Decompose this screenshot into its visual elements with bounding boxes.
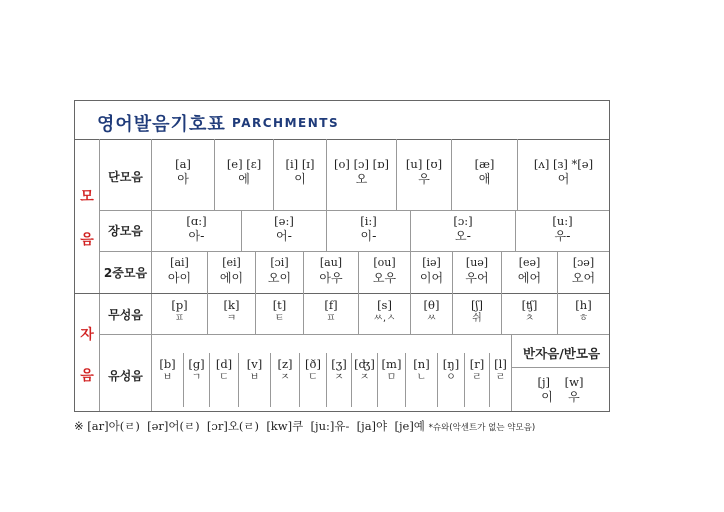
row-label-voiceless: 무성음 <box>108 308 143 322</box>
long-vowel-cell: [ɑ:] 아- <box>186 214 207 243</box>
short-vowel-cell: [e] [ɛ] 에 <box>226 157 262 186</box>
voiceless-cell: [θ] ㅆ <box>423 298 440 324</box>
voiceless-cell: [t] ㅌ <box>272 298 287 324</box>
short-vowel-cell: [ʌ] [ɜ] *[ə] 어 <box>533 157 594 186</box>
phonetic-chart <box>74 100 610 412</box>
voiced-cell: [ʤ] ㅈ <box>354 357 375 383</box>
diphthong-cell: [ei] 에이 <box>219 256 244 285</box>
footnote-schwa-note: *슈와(악센트가 없는 약모음) <box>428 423 536 433</box>
semivowel-cell: [j] [w] 이 우 <box>537 375 584 404</box>
voiced-cell: [ð] ㄷ <box>305 357 321 383</box>
footnote-mark: ※ <box>74 419 84 433</box>
footnote <box>74 418 535 434</box>
voiced-cell: [ŋ] ㅇ <box>442 357 460 383</box>
diphthong-cell: [ai] 아이 <box>167 256 192 285</box>
voiceless-cell: [p] ㅍ <box>171 298 188 324</box>
short-vowel-cell: [i] [ɪ] 이 <box>285 157 315 186</box>
diphthong-cell: [iə] 이어 <box>419 256 444 285</box>
voiced-cell: [z] ㅈ <box>277 357 293 383</box>
diphthong-cell: [uə] 우어 <box>465 256 489 285</box>
chart-title: 영어발음기호표 <box>97 114 226 135</box>
voiced-cell: [d] ㄷ <box>215 357 233 383</box>
voiceless-cell: [f] ㅍ <box>324 298 338 324</box>
category-vowel-1: 모 <box>80 189 94 205</box>
chart-title-bar <box>75 101 609 140</box>
voiced-cell: [r] ㄹ <box>469 357 485 383</box>
diphthong-cell: [ou] 오우 <box>372 256 397 285</box>
short-vowel-cell: [o] [ɔ] [ɒ] 오 <box>334 157 389 186</box>
voiceless-cell: [k] ㅋ <box>223 298 240 324</box>
semivowel-title: 반자음/반모음 <box>523 346 601 361</box>
short-vowel-cell: [u] [ʊ] 우 <box>405 157 443 186</box>
long-vowel-cell: [u:] 우- <box>552 214 573 243</box>
short-vowel-cell: [æ] 애 <box>474 157 495 186</box>
diphthong-cell: [au] 아우 <box>319 256 343 285</box>
voiced-cell: [l] ㄹ <box>494 357 507 383</box>
long-vowel-cell: [ə:] 어- <box>274 214 294 243</box>
category-vowel-2: 음 <box>80 232 94 248</box>
long-vowel-cell: [i:] 이- <box>360 214 377 243</box>
voiced-cell: [g] ㄱ <box>188 357 205 383</box>
category-consonant-1: 자 <box>80 327 94 343</box>
row-label-short-vowels: 단모음 <box>108 170 143 184</box>
voiced-cell: [n] ㄴ <box>413 357 430 383</box>
diphthong-cell: [eə] 에어 <box>517 256 542 285</box>
diphthong-cell: [ɔi] 오이 <box>267 256 292 285</box>
long-vowel-cell: [ɔ:] 오- <box>453 214 473 243</box>
voiceless-cell: [h] ㅎ <box>575 298 592 324</box>
row-label-diphthongs: 2중모음 <box>103 266 148 280</box>
voiceless-cell: [ʃ] 쉬 <box>470 298 484 324</box>
chart-brand: PARCHMENTS <box>232 116 340 130</box>
voiceless-cell: [s] ㅆ,ㅅ <box>373 298 396 324</box>
voiceless-cell: [ʧ] ㅊ <box>521 298 538 324</box>
footnote-items: [ar]아(ㄹ) [ər]어(ㄹ) [ɔr]오(ㄹ) [kw]쿠 [ju:]유- [ja]야 [je]예 <box>87 419 425 433</box>
voiced-cell: [ʒ] ㅈ <box>331 357 347 383</box>
short-vowel-cell: [a] 아 <box>175 157 191 186</box>
voiced-cell: [m] ㅁ <box>381 357 402 383</box>
row-label-long-vowels: 장모음 <box>108 224 143 238</box>
category-consonant-2: 음 <box>80 368 94 384</box>
voiced-cell: [b] ㅂ <box>159 357 176 383</box>
voiced-cell: [v] ㅂ <box>246 357 263 383</box>
row-label-voiced: 유성음 <box>108 369 143 383</box>
diphthong-cell: [ɔə] 오어 <box>571 256 596 285</box>
